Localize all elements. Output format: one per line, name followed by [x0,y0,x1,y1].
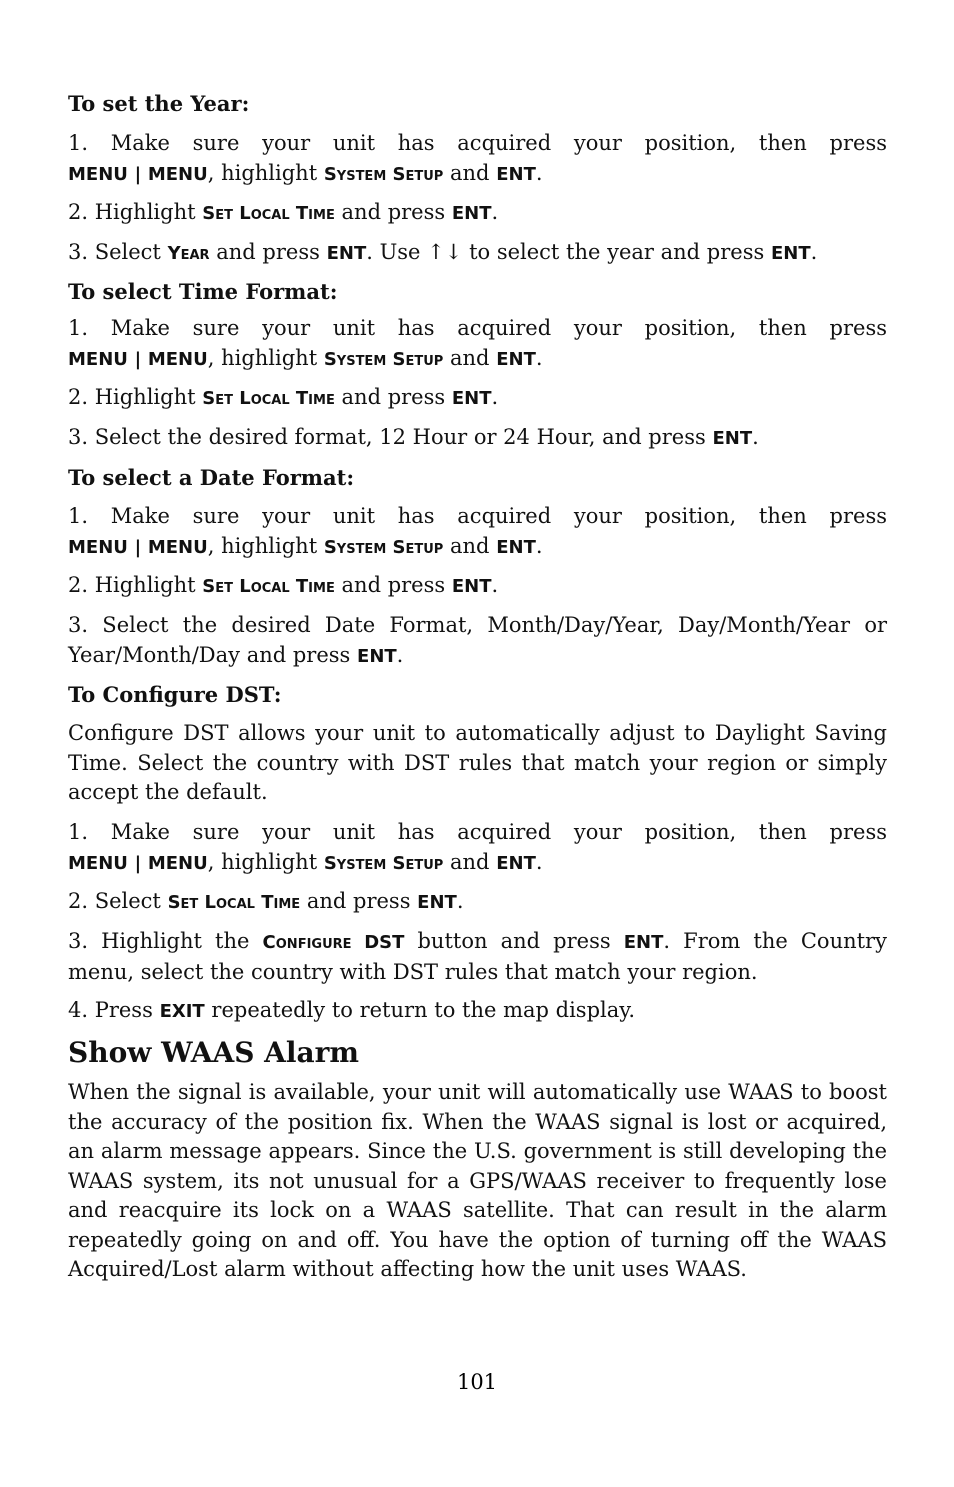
date-step-2 [68,571,887,602]
and-press-text: and press [306,889,411,913]
separator: | [134,852,142,874]
highlight-text: , highlight [207,160,318,185]
dst-step-3 [68,927,887,987]
highlight-word: 2. Highlight [68,573,196,597]
ent-key: ENT [496,536,536,558]
time-step-2 [68,383,887,414]
and-press-text: and press [216,240,320,264]
period: . [535,160,543,185]
set-local-time-key: Set Local Time [167,892,301,913]
dst-step-1 [68,818,887,878]
period: . [752,425,759,449]
ent-key: ENT [770,243,811,264]
year-step-1 [68,129,887,189]
time-step-1 [68,314,887,374]
and-press-text: and press [341,573,446,597]
highlight-word: 2. Highlight [68,200,196,224]
dst-intro: Configure DST allows your unit to automatically adjust to Daylight Saving Time. Select the country with DST rules that match your region or simply accept the default. [68,721,887,804]
period: . [456,889,464,913]
use-text: . Use [366,240,421,264]
highlight-text: , highlight [207,533,318,558]
ent-key: ENT [451,203,492,224]
heading-date-format: To select a Date Format: [68,465,355,490]
set-local-time-key: Set Local Time [202,576,335,597]
ent-key: ENT [496,852,536,874]
waas-body: When the signal is available, your unit will automatically use WAAS to boost the accuracy of the position fix. When the WAAS signal is lost or acquired, an alarm message appears. Since the U.S. government is still developing the WAAS system, its not unusual for a GPS/WAAS receiver to frequently lose and reacquire its lock on a WAAS satellite. That can result in the alarm repeatedly going on and off. You have the option of turning off the WAAS Acquired/Lost alarm without affecting how the unit uses WAAS. [68,1080,887,1281]
exit-key: EXIT [159,1001,205,1022]
select-text: 3. Select [68,240,161,264]
set-local-time-key: Set Local Time [202,203,335,224]
heading-configure-dst: To Configure DST: [68,682,282,707]
menu-key: MENU [68,348,128,370]
step-1-text: 1. Make sure your unit has acquired your position, then press [68,504,887,528]
period: . [535,345,543,370]
select-year-text: to select the year and press [469,240,765,264]
year-step-2 [68,198,887,229]
section-title-waas: Show WAAS Alarm [68,1036,360,1069]
ent-key: ENT [451,576,492,597]
year-step-3 [68,238,887,269]
period: . [535,533,543,558]
heading-time-format: To select Time Format: [68,279,338,304]
dst-step-4 [68,996,887,1027]
date-step-1 [68,502,887,562]
separator: | [134,348,142,370]
heading-set-year: To set the Year: [68,91,250,116]
ent-key: ENT [326,243,367,264]
menu-key: MENU [147,163,208,185]
separator: | [134,163,142,185]
and-text: and [450,533,490,558]
step-1-text: 1. Make sure your unit has acquired your position, then press [68,131,887,155]
menu-key: MENU [68,852,128,874]
highlight-text: , highlight [207,849,318,874]
and-text: and [450,160,490,185]
press-text: 4. Press [68,998,153,1022]
ent-key: ENT [496,163,536,185]
period: . [491,385,499,409]
time-step-3 [68,423,887,454]
menu-key: MENU [68,536,128,558]
ent-key: ENT [712,428,753,449]
step-1-text: 1. Make sure your unit has acquired your position, then press [68,820,887,844]
period: . [396,642,404,667]
set-local-time-key: Set Local Time [202,388,335,409]
year-key: Year [167,243,210,264]
separator: | [134,536,142,558]
system-setup-key: System Setup [323,348,444,370]
date-step-3-text: 3. Select the desired Date Format, Month/Day/Year, Day/Month/Year or Year/Month/Day and press [68,613,887,667]
menu-key: MENU [147,536,208,558]
ent-key: ENT [357,645,397,667]
highlight-the-text: 3. Highlight the [68,929,250,953]
period: . [491,573,499,597]
highlight-word: 2. Highlight [68,385,196,409]
system-setup-key: System Setup [323,536,444,558]
system-setup-key: System Setup [323,852,444,874]
and-text: and [450,849,490,874]
menu-key: MENU [68,163,128,185]
and-press-text: and press [341,385,446,409]
ent-key: ENT [496,348,536,370]
return-text: repeatedly to return to the map display. [211,998,635,1022]
period: . [810,240,818,264]
ent-key: ENT [623,932,664,953]
highlight-text: , highlight [207,345,318,370]
country-menu-text: . From the Country menu, select the country with DST rules that match your region. [68,929,887,984]
button-press-text: button and press [417,929,611,953]
configure-dst-key: Configure DST [262,932,405,953]
page-number: 101 [456,1370,498,1394]
system-setup-key: System Setup [323,163,444,185]
menu-key: MENU [147,852,208,874]
period: . [491,200,499,224]
and-press-text: and press [341,200,446,224]
date-step-3 [68,611,887,671]
ent-key: ENT [417,892,457,913]
ent-key: ENT [451,388,492,409]
and-text: and [450,345,490,370]
menu-key: MENU [147,348,208,370]
period: . [535,849,543,874]
step-1-text: 1. Make sure your unit has acquired your position, then press [68,316,887,340]
time-step-3-text: 3. Select the desired format, 12 Hour or 24 Hour, and press [68,425,706,449]
select-text: 2. Select [68,889,161,913]
dst-step-2 [68,887,887,918]
up-down-arrows-icon: ↑↓ [427,240,463,264]
